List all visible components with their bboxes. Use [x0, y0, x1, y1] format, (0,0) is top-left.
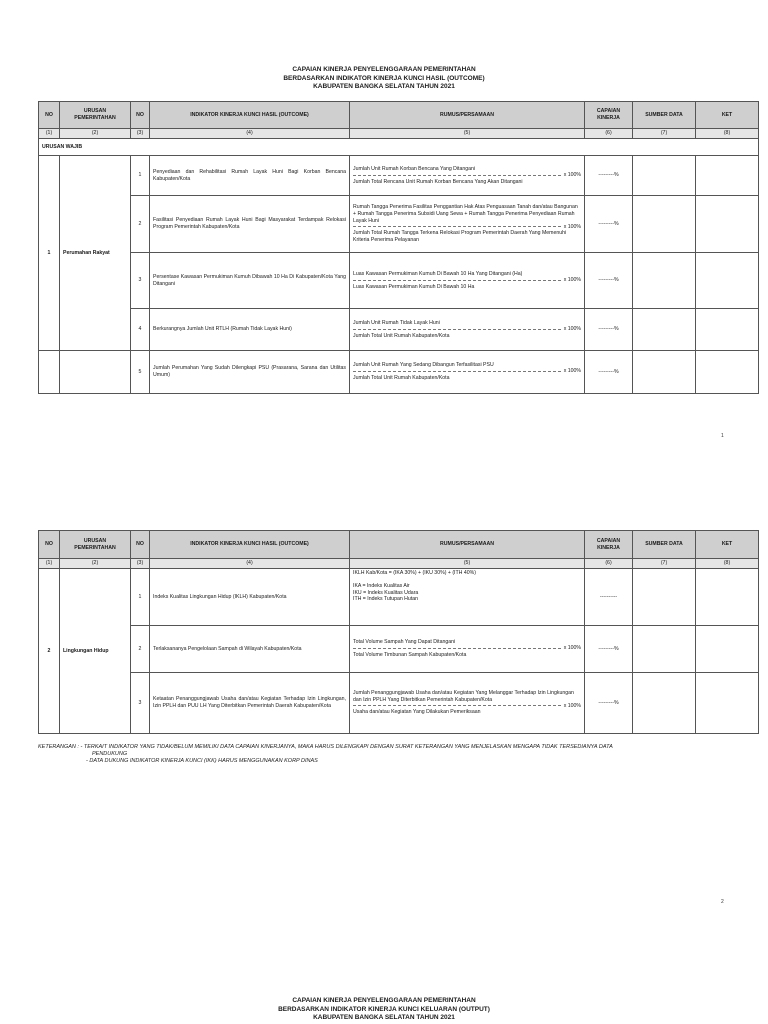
title-line: CAPAIAN KINERJA PENYELENGGARAAN PEMERINTAHAN: [292, 66, 476, 73]
rumus-multiplier: x 100%: [563, 171, 581, 178]
ket-cell: [696, 309, 759, 351]
ket-cell: [696, 673, 759, 734]
rumus-numerator: Jumlah Unit Rumah Korban Bencana Yang Ditangani: [353, 165, 476, 172]
rumus-cell: [350, 253, 585, 309]
header-rumus: RUMUS/PERSAMAAN: [350, 102, 585, 129]
header-urusan: URUSAN PEMERINTAHAN: [60, 102, 131, 129]
rumus-numerator: Luas Kawasan Permukiman Kumuh Di Bawah 10 Ha Yang Ditangani (Ha): [353, 270, 523, 277]
rumus-numerator: Jumlah Unit Rumah Yang Sedang Dibangun Terfasilitasi PSU: [353, 362, 494, 369]
section-label: URUSAN WAJIB: [39, 139, 759, 156]
rumus-denominator: Jumlah Total Unit Rumah Kabupaten/Kota: [353, 375, 450, 381]
rumus-numerator: Total Volume Sampah Yang Dapat Ditangani: [353, 639, 456, 646]
row-no: 3: [131, 673, 150, 734]
rumus-multiplier: x 100%: [563, 276, 581, 283]
rumus-denominator: Jumlah Total Rencana Unit Rumah Korban Bencana Yang Akan Ditangani: [353, 178, 523, 185]
header-no: NO: [39, 531, 60, 559]
rumus-line: ITH = Indeks Tutupan Hutan: [353, 596, 419, 603]
section-row: [39, 139, 759, 156]
table-row: [39, 196, 759, 253]
table-row: [39, 309, 759, 351]
rumus-line: IKA = Indeks Kualitas Air: [353, 582, 410, 589]
ikk-outcome-table-2: [38, 530, 759, 734]
ikk-outcome-table-1: [38, 101, 759, 394]
capaian-cell: ---------%: [585, 351, 633, 394]
index-cell: (1): [39, 129, 60, 139]
rumus-numerator: Rumah Tangga Penerima Fasilitas Penggantian Hak Atas Penguasaan Tanah dan/atau Bangunan + Rumah Tangga Penerima Subsidi Uang Sewa + Rumah Tangga Penerima Penyediaan Rumah Layak Huni: [353, 204, 578, 224]
title-line: BERDASARKAN INDIKATOR KINERJA KUNCI HASIL (OUTCOME): [283, 74, 485, 82]
index-cell: (7): [633, 129, 696, 139]
sumber-cell: [633, 309, 696, 351]
table-row: [39, 673, 759, 734]
ket-cell: [696, 196, 759, 253]
row-no: 2: [131, 196, 150, 253]
rumus-line: IKLH Kab/Kota = (IKA 30%) + (IKU 30%) + (ITH 40%): [353, 570, 476, 576]
rumus-denominator: Usaha dan/atau Kegiatan Yang Dilakukan Pemeriksaan: [353, 709, 481, 716]
urusan-name: Perumahan Rakyat: [60, 156, 131, 351]
index-cell: (2): [60, 129, 131, 139]
rumus-line: IKU = Indeks Kualitas Udara: [353, 589, 419, 596]
index-cell: (8): [696, 559, 759, 569]
rumus-cell: [350, 626, 585, 673]
row-no: 3: [131, 253, 150, 309]
rumus-denominator: Total Volume Timbunan Sampah Kabupaten/Kota: [353, 652, 467, 658]
header-indikator: INDIKATOR KINERJA KUNCI HASIL (OUTCOME): [150, 531, 350, 559]
keterangan-note: [38, 744, 738, 765]
rumus-numerator: Jumlah Penanggungjawab Usaha dan/atau Kegiatan Yang Melanggar Terhadap Izin Lingkungan dan Izin PPLH Yang Diterbitkan Pemerintah Kabupaten/Kota: [353, 689, 574, 703]
title-line: KABUPATEN BANGKA SELATAN TAHUN 2021: [313, 1014, 455, 1019]
page3-title: [0, 997, 768, 1019]
table-row: [39, 351, 759, 394]
index-cell: (6): [585, 559, 633, 569]
sumber-cell: [633, 253, 696, 309]
header-capaian: CAPAIAN KINERJA: [585, 531, 633, 559]
rumus-numerator: Jumlah Unit Rumah Tidak Layak Huni: [353, 319, 440, 326]
index-cell: (1): [39, 559, 60, 569]
ket-cell: [696, 351, 759, 394]
rumus-multiplier: x 100%: [563, 325, 581, 332]
indikator-cell: Berkurangnya Jumlah Unit RTLH (Rumah Tidak Layak Huni): [150, 309, 350, 351]
table-row: [39, 253, 759, 309]
indikator-cell: Ketaatan Penanggungjawab Usaha dan/atau Kegiatan Terhadap Izin Lingkungan, Izin PPLH dan PUU LH Yang Diterbitkan Pemerintah Daerah Kabupaten/Kota: [150, 673, 350, 734]
urusan-name: Lingkungan Hidup: [60, 569, 131, 734]
header-ket: KET: [696, 531, 759, 559]
rumus-denominator: Luas Kawasan Permukiman Kumuh Di Bawah 10 Ha: [353, 283, 475, 290]
sumber-cell: [633, 569, 696, 626]
header-urusan: URUSAN PEMERINTAHAN: [60, 531, 131, 559]
rumus-cell: [350, 309, 585, 351]
indikator-cell: Penyediaan dan Rehabilitasi Rumah Layak Huni Bagi Korban Bencana Kabupaten/Kota: [150, 156, 350, 196]
sumber-cell: [633, 626, 696, 673]
table-row: [39, 569, 759, 626]
capaian-cell: ---------%: [585, 196, 633, 253]
title-line: BERDASARKAN INDIKATOR KINERJA KUNCI KELUARAN (OUTPUT): [278, 1005, 490, 1013]
urusan-no: 1: [39, 156, 60, 351]
capaian-cell: ---------%: [585, 156, 633, 196]
rumus-multiplier: x 100%: [563, 645, 581, 652]
index-cell: (5): [350, 559, 585, 569]
rumus-cell: [350, 196, 585, 253]
header-ket: KET: [696, 102, 759, 129]
index-cell: (2): [60, 559, 131, 569]
rumus-cell: [350, 156, 585, 196]
row-no: 4: [131, 309, 150, 351]
index-cell: (4): [150, 559, 350, 569]
header-rumus: RUMUS/PERSAMAAN: [350, 531, 585, 559]
page-number: 1: [721, 433, 724, 439]
table-row: [39, 626, 759, 673]
index-cell: (3): [131, 559, 150, 569]
header-no: NO: [39, 102, 60, 129]
keterangan-line: - DATA DUKUNG INDIKATOR KINERJA KUNCI (IKK) HARUS MENGGUNAKAN KORP DINAS: [86, 758, 318, 764]
header-indikator: INDIKATOR KINERJA KUNCI HASIL (OUTCOME): [150, 102, 350, 129]
capaian-cell: ----------: [585, 569, 633, 626]
indikator-cell: Terlaksananya Pengelolaan Sampah di Wilayah Kabupaten/Kota: [150, 626, 350, 673]
rumus-cell: [350, 673, 585, 734]
index-row: [39, 129, 759, 139]
capaian-cell: ---------%: [585, 626, 633, 673]
row-no: 2: [131, 626, 150, 673]
rumus-multiplier: x 100%: [563, 368, 581, 375]
rumus-multiplier: x 100%: [563, 702, 581, 709]
urusan-no: [39, 351, 60, 394]
capaian-cell: ---------%: [585, 253, 633, 309]
sumber-cell: [633, 156, 696, 196]
index-cell: (8): [696, 129, 759, 139]
header-sumber: SUMBER DATA: [633, 531, 696, 559]
indikator-cell: Persentase Kawasan Permukiman Kumuh Dibawah 10 Ha Di Kabupaten/Kota Yang Ditangani: [150, 253, 350, 309]
index-cell: (7): [633, 559, 696, 569]
sumber-cell: [633, 673, 696, 734]
header-no2: NO: [131, 102, 150, 129]
rumus-denominator: Jumlah Total Rumah Tangga Terkena Relokasi Program Pemerintah Daerah Yang Memenuhi Kriteria Penerima Pelayanan: [353, 230, 567, 244]
ket-cell: [696, 156, 759, 196]
urusan-no: 2: [39, 569, 60, 734]
indikator-cell: Fasilitasi Penyediaan Rumah Layak Huni Bagi Masyarakat Terdampak Relokasi Program Pemerintah Kabupaten/Kota: [150, 196, 350, 253]
indikator-cell: Indeks Kualitas Lingkungan Hidup (IKLH) Kabupaten/Kota: [150, 569, 350, 626]
index-row: [39, 559, 759, 569]
header-no2: NO: [131, 531, 150, 559]
rumus-denominator: Jumlah Total Unit Rumah Kabupaten/Kota: [353, 332, 450, 339]
header-capaian: CAPAIAN KINERJA: [585, 102, 633, 129]
rumus-multiplier: x 100%: [563, 223, 581, 230]
page1-title: [0, 66, 768, 92]
keterangan-line: KETERANGAN : - TERKAIT INDIKATOR YANG TIDAK/BELUM MEMILIKI DATA CAPAIAN KINERJANYA, MAKA HARUS DILENGKAPI DENGAN SURAT KETERANGAN YANG MENJELASKAN MENGAPA TIDAK TERSEDIANYA DATA: [38, 744, 613, 750]
urusan-name: [60, 351, 131, 394]
row-no: 1: [131, 569, 150, 626]
capaian-cell: ---------%: [585, 673, 633, 734]
header-row: [39, 531, 759, 559]
title-line: KABUPATEN BANGKA SELATAN TAHUN 2021: [313, 83, 455, 90]
index-cell: (4): [150, 129, 350, 139]
page-number: 2: [721, 899, 724, 905]
ket-cell: [696, 569, 759, 626]
keterangan-line: PENDUKUNG: [92, 751, 128, 757]
header-sumber: SUMBER DATA: [633, 102, 696, 129]
index-cell: (6): [585, 129, 633, 139]
capaian-cell: ---------%: [585, 309, 633, 351]
header-row: [39, 102, 759, 129]
row-no: 5: [131, 351, 150, 394]
sumber-cell: [633, 196, 696, 253]
title-line: CAPAIAN KINERJA PENYELENGGARAAN PEMERINTAHAN: [292, 997, 476, 1004]
index-cell: (5): [350, 129, 585, 139]
ket-cell: [696, 626, 759, 673]
indikator-cell: Jumlah Perumahan Yang Sudah Dilengkapi PSU (Prasarana, Sarana dan Utilitas Umum): [150, 351, 350, 394]
index-cell: (3): [131, 129, 150, 139]
row-no: 1: [131, 156, 150, 196]
ket-cell: [696, 253, 759, 309]
rumus-cell: [350, 351, 585, 394]
sumber-cell: [633, 351, 696, 394]
rumus-cell: [350, 569, 585, 626]
table-row: [39, 156, 759, 196]
